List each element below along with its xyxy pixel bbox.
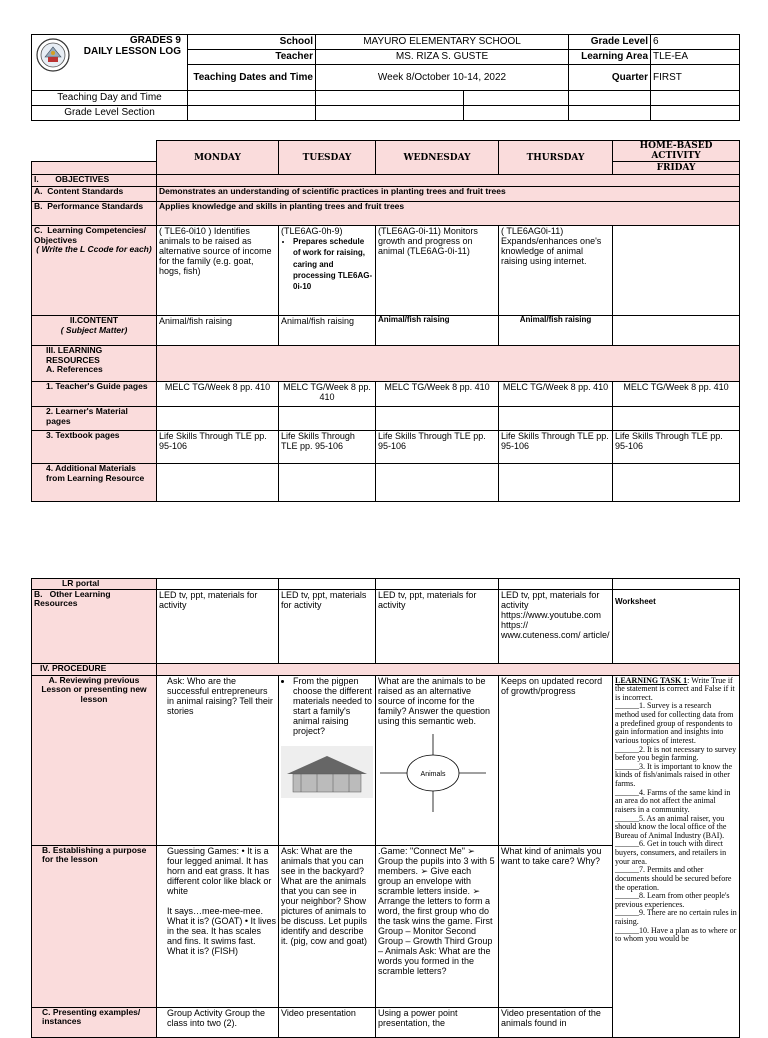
- present-monday: Group Activity Group the class into two (2).: [157, 1007, 279, 1037]
- pigpen-image: [281, 746, 373, 798]
- competency-tuesday: • Prepares schedule of work for raising, caring and processing TLE6AG-0i-10: [293, 236, 373, 292]
- other-friday: Worksheet: [613, 589, 740, 663]
- quarter-label: Quarter: [569, 65, 651, 91]
- content-tuesday: Animal/fish raising: [279, 316, 376, 346]
- tg-wednesday: MELC TG/Week 8 pp. 410: [376, 382, 499, 407]
- other-resources-label: Other Learning Resources: [34, 589, 111, 609]
- semantic-web-center: Animals: [420, 770, 446, 778]
- performance-standards-value: Applies knowledge and skills in planting trees and fruit trees: [157, 202, 740, 226]
- textbook-monday: Life Skills Through TLE pp. 95-106: [157, 431, 279, 464]
- tuesday-header: TUESDAY: [279, 141, 376, 175]
- competency-thursday: ( TLE6AG0i-11) Expands/enhances one's knowledge of animal raising using internet.: [499, 226, 613, 316]
- other-thursday: LED tv, ppt, materials for activity https://www.youtube.com https:// www.cuteness.com/ article/: [499, 589, 613, 663]
- header-table: [31, 34, 740, 121]
- content-wednesday: Animal/fish raising: [376, 316, 499, 346]
- presenting-examples-label: C. Presenting examples/ instances: [32, 1007, 157, 1037]
- objectives-label: OBJECTIVES: [55, 174, 110, 185]
- additional-materials-label: 4. Additional Materials from Learning Resource: [32, 464, 157, 502]
- competencies-note: ( Write the L Ccode for each): [36, 244, 152, 255]
- purpose-thursday: What kind of animals you want to take care? Why?: [499, 845, 613, 1007]
- learning-task-intro: : Write True if the statement is correct and False if it is incorrect.: [615, 675, 735, 702]
- grade-title: GRADES 9: [129, 35, 181, 46]
- content-standards-label: Content Standards: [47, 186, 124, 197]
- subject-matter-note: ( Subject Matter): [60, 324, 128, 335]
- purpose-monday: Guessing Games: • It is a four legged animal. It has horn and eat grass. It has different color like black or white It says…mee-mee-mee. What it is? (GOAT) • It lives in the sea. It has scales and fins. It swims fast. What it is? (FISH): [157, 845, 279, 1007]
- thursday-header: THURSDAY: [499, 141, 613, 175]
- competency-tuesday-code: (TLE6AG-0h-9): [281, 226, 343, 237]
- review-tuesday: • From the pigpen choose the different materials needed to start a family's animal raising project?: [293, 676, 373, 736]
- learning-area-label: Learning Area: [569, 50, 651, 65]
- present-thursday: Video presentation of the animals found in: [499, 1007, 613, 1037]
- task-item-9: ______9. There are no certain rules in raising.: [615, 908, 737, 927]
- review-wednesday: What are the animals to be raised as an alternative source of income for the family? Answer the question using this semantic web.: [378, 675, 491, 726]
- textbook-tuesday: Life Skills Through TLE pp. 95-106: [279, 431, 376, 464]
- procedure-label: IV. PROCEDURE: [32, 663, 157, 675]
- textbook-pages-label: 3. Textbook pages: [32, 431, 157, 464]
- task-item-1: ______1. Survey is a research method used for collecting data from a predefined group of respondents to gain information and insights into various topics of interest.: [615, 701, 734, 745]
- references-label: A. References: [46, 364, 103, 375]
- textbook-thursday: Life Skills Through TLE pp. 95-106: [499, 431, 613, 464]
- school-value: MAYURO ELEMENTARY SCHOOL: [316, 35, 569, 50]
- grade-level-label: Grade Level: [569, 35, 651, 50]
- review-thursday: Keeps on updated record of growth/progress: [499, 675, 613, 845]
- teaching-dates-value: Week 8/October 10-14, 2022: [316, 65, 569, 91]
- other-wednesday: LED tv, ppt, materials for activity: [376, 589, 499, 663]
- competency-monday: ( TLE6-0i10 ) Identifies animals to be raised as alternative source of income for the family (e.g. goat, hogs, fish): [157, 226, 279, 316]
- objectives-number: I.: [34, 174, 39, 185]
- dll-title: DAILY LESSON LOG: [83, 46, 181, 58]
- performance-standards-label: Performance Standards: [47, 201, 144, 212]
- task-item-7: ______7. Permits and other documents should be secured before the operation.: [615, 865, 732, 892]
- task-item-5: ______5. As an animal raiser, you should know the local office of the Bureau of Animal Industry (BAI).: [615, 813, 727, 840]
- establishing-purpose-label: B. Establishing a purpose for the lesson: [32, 845, 157, 1007]
- tg-tuesday: MELC TG/Week 8 pp. 410: [279, 382, 376, 407]
- learning-area-value: TLE-EA: [651, 50, 740, 65]
- lr-portal-label: LR portal: [32, 579, 157, 590]
- school-label: School: [188, 35, 316, 50]
- review-lesson-label: A. Reviewing previous Lesson or presenting new lesson: [32, 675, 157, 845]
- teaching-dates-label: Teaching Dates and Time: [188, 65, 316, 91]
- lesson-plan-table-bottom: LR portal B. Other Learning Resources LED tv, ppt, materials for activity LED tv, ppt, materials for activity LED tv, ppt, materials for activity LED tv, ppt, materials for activity https://www.youtube.com https:// www.cuteness.com/ article/ Worksheet IV. PROCEDURE A. Reviewing previous Lesson or presenting new lesson Ask: Who are the successful entrepreneurs in animal raising? Tell their stories • From the pigpen choose the different materials needed to start a family's animal raising project? What are the animals to be raised as an alternative source of income for the family? Answer the question using this semantic web. Animals Keeps on updated record of growth/progress LEARNING TASK 1: Write True if the statement is correct and False if it is incorrect. ______1. Survey is a research method used for collecting data from a predefined group of respondents to gain information and insights into various topics of interest. ______2. It is not necessary to survey before you begin farming. ______3. It is important to know the kinds of fish/animals raised in other farms. ______4. Farms of the same kind in an area do not affect the animal raisers in a community. ______5. As an animal raiser, you should know the local office of the Bureau of Animal Industry (BAI). ______6. Get in touch with direct buyers, consumers, and retailers in your area. ______7. Permits and other documents should be secured before the operation. ______8. Learn from other people's previous experiences. ______9. There are no certain rules in raising. ______10. Have a plan as to where or to whom you would be B. Establishing a purpose for the lesson Guessing Games: • It is a four legged animal. It has horn and eat grass. It has different color like black or white It says…mee-mee-mee. What it is? (GOAT) • It lives in the sea. It has scales and fins. It swims fast. What it is? (FISH) Ask: What are the animals that you can see in the backyard? What are the animals that you can see in your neighbor? Show pictures of animals to be discuss. Let pupils identify and describe it. (pig, cow and goat) .Game: "Connect Me" ➢ Group the pupils into 3 with 5 members. ➢ Give each group an envelope with scramble letters inside. ➢ Arrange the letters to form a word, the first group who do the task wins the game. First Group – Monitor Second Group – Growth Third Group – Animals Ask: What are the words you formed in the scramble letters? What kind of animals you want to take care? Why? C. Presenting examples/ instances Group Activity Group the class into two (2). Video presentation Using a power point presentation, the Video presentation of the animals found in: [31, 578, 740, 1038]
- task-item-6: ______6. Get in touch with direct buyers, consumers, and retailers in your area.: [615, 839, 727, 866]
- other-tuesday: LED tv, ppt, materials for activity: [279, 589, 376, 663]
- tg-thursday: MELC TG/Week 8 pp. 410: [499, 382, 613, 407]
- content-standards-value: Demonstrates an understanding of scientific practices in planting trees and fruit trees: [157, 187, 740, 202]
- teaching-day-time-label: Teaching Day and Time: [32, 91, 188, 106]
- tg-monday: MELC TG/Week 8 pp. 410: [157, 382, 279, 407]
- semantic-web-diagram: [378, 732, 488, 814]
- present-tuesday: Video presentation: [279, 1007, 376, 1037]
- other-monday: LED tv, ppt, materials for activity: [157, 589, 279, 663]
- competencies-label: Learning Competencies/ Objectives: [34, 225, 146, 245]
- competency-wednesday: (TLE6AG-0i-11) Monitors growth and progress on animal (TLE6AG-0i-11): [376, 226, 499, 316]
- content-thursday: Animal/fish raising: [499, 316, 613, 346]
- monday-header: MONDAY: [157, 141, 279, 175]
- review-monday: Ask: Who are the successful entrepreneurs in animal raising? Tell their stories: [157, 675, 279, 845]
- task-item-3: ______3. It is important to know the kinds of fish/animals raised in other farms.: [615, 761, 733, 789]
- tg-friday: MELC TG/Week 8 pp. 410: [613, 382, 740, 407]
- task-item-2: ______2. It is not necessary to survey before you begin farming.: [615, 744, 737, 763]
- textbook-friday: Life Skills Through TLE pp. 95-106: [613, 431, 740, 464]
- present-wednesday: Using a power point presentation, the: [376, 1007, 499, 1037]
- learning-resources-label: III. LEARNING RESOURCES: [46, 345, 103, 365]
- textbook-wednesday: Life Skills Through TLE pp. 95-106: [376, 431, 499, 464]
- grade-level-value: 6: [651, 35, 740, 50]
- grade-level-section-label: Grade Level Section: [32, 106, 188, 121]
- task-item-10: ______10. Have a plan as to where or to whom you would be: [615, 925, 737, 944]
- wednesday-header: WEDNESDAY: [376, 141, 499, 175]
- learning-task-title: LEARNING TASK 1: [615, 675, 688, 685]
- friday-header: FRIDAY: [613, 162, 740, 175]
- teacher-label: Teacher: [188, 50, 316, 65]
- task-item-8: ______8. Learn from other people's previous experiences.: [615, 891, 730, 909]
- quarter-value: FIRST: [651, 65, 740, 91]
- teacher-value: MS. RIZA S. GUSTE: [316, 50, 569, 65]
- content-label: II.CONTENT: [69, 315, 119, 326]
- learners-material-label: 2. Learner's Material pages: [32, 407, 157, 431]
- teachers-guide-label: 1. Teacher's Guide pages: [32, 382, 157, 407]
- lesson-plan-table-top: MONDAY TUESDAY WEDNESDAY THURSDAY HOME-BASED ACTIVITY FRIDAY I. OBJECTIVES A. Content Standards Demonstrates an understanding of scientific practices in planting trees and fruit trees B. Performance Standards Applies knowledge and skills in planting trees and fruit trees C. Learning Competencies/ Objectives ( Write the L Ccode for each) ( TLE6-0i10 ) Identifies animals to be raised as alternative source of income for the family (e.g. goat, hogs, fish) (TLE6AG-0h-9) • Prepares schedule of work for raising, caring and processing TLE6AG-0i-10 (TLE6AG-0i-11) Monitors growth and progress on animal (TLE6AG-0i-11) ( TLE6AG0i-11) Expands/enhances one's knowledge of animal raising using internet. II.CONTENT ( Subject Matter) Animal/fish raising Animal/fish raising Animal/fish raising Animal/fish raising III. LEARNING RESOURCES A. References 1. Teacher's Guide pages MELC TG/Week 8 pp. 410 MELC TG/Week 8 pp. 410 MELC TG/Week 8 pp. 410 MELC TG/Week 8 pp. 410 MELC TG/Week 8 pp. 410 2. Learner's Material pages 3. Textbook pages Life Skills Through TLE pp. 95-106 Life Skills Through TLE pp. 95-106 Life Skills Through TLE pp. 95-106 Life Skills Through TLE pp. 95-106 Life Skills Through TLE pp. 95-106 4. Additional Materials from Learning Resource: [31, 140, 740, 502]
- task-item-4: ______4. Farms of the same kind in an area do not affect the animal raisers in a community.: [615, 787, 731, 814]
- purpose-wednesday: .Game: "Connect Me" ➢ Group the pupils into 3 with 5 members. ➢ Give each group an envelope with scramble letters inside. ➢ Arrange the letters to form a word, the first group who do the task wins the game. First Group – Monitor Second Group – Growth Third Group – Animals Ask: What are the words you formed in the scramble letters?: [376, 845, 499, 1007]
- purpose-tuesday: Ask: What are the animals that you can see in the backyard? What are the animals that you can see in your neighbor? Show pictures of animals to be discuss. Let pupils identify and describe it. (pig, cow and goat): [279, 845, 376, 1007]
- home-based-header: HOME-BASED ACTIVITY: [613, 141, 740, 162]
- content-monday: Animal/fish raising: [157, 316, 279, 346]
